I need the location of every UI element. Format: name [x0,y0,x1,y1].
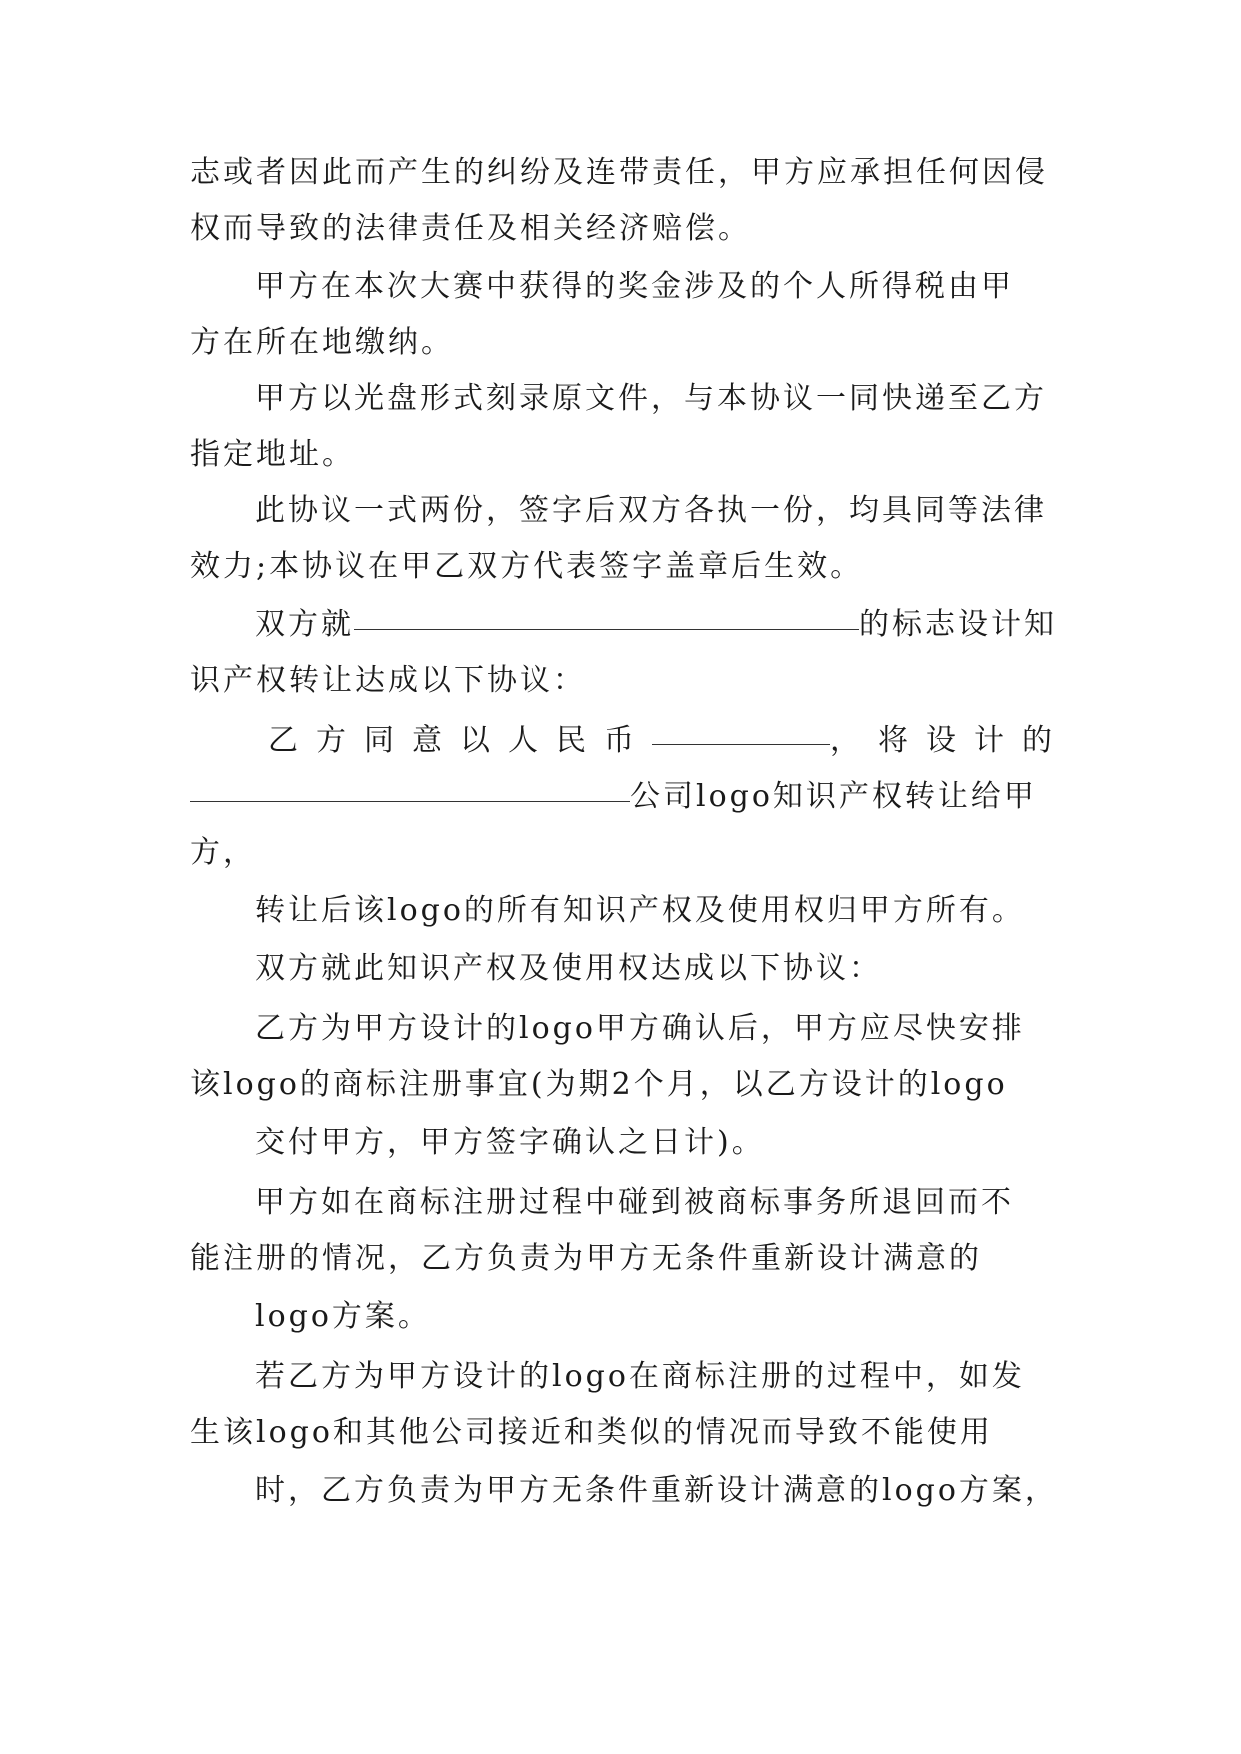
text-line: 能注册的情况，乙方负责为甲方无条件重新设计满意的 [190,1241,982,1276]
text-line: 乙方为甲方设计的logo甲方确认后，甲方应尽快安排 [255,1011,1025,1046]
text-line: 该logo的商标注册事宜(为期2个月，以乙方设计的logo [190,1067,1008,1102]
text-line: 方， [190,835,256,870]
text-line: 甲方如在商标注册过程中碰到被商标事务所退回而不 [255,1185,1014,1220]
text-line: 双方就此知识产权及使用权达成以下协议： [255,951,882,986]
text-line: 若乙方为甲方设计的logo在商标注册的过程中，如发 [255,1359,1025,1394]
text-line: 时，乙方负责为甲方无条件重新设计满意的logo方案， [255,1473,1058,1508]
blank-field-company-name[interactable] [190,769,630,802]
text-line: 权而导致的法律责任及相关经济赔偿。 [190,211,751,246]
text-line-with-blank [268,716,1070,766]
text-line: 志或者因此而产生的纠纷及连带责任，甲方应承担任何因侵 [190,155,1048,190]
blank-field-project-name[interactable] [354,597,859,630]
text-line: 甲方在本次大赛中获得的奖金涉及的个人所得税由甲 [255,269,1014,304]
text-line: logo方案。 [255,1299,431,1334]
text-line: 此协议一式两份，签字后双方各执一份，均具同等法律 [255,493,1047,528]
text-line: 生该logo和其他公司接近和类似的情况而导致不能使用 [190,1415,993,1450]
text-segment: 的标志设计知 [859,607,1057,642]
text-segment: ，将设计的 [830,723,1070,758]
text-line: 转让后该logo的所有知识产权及使用权归甲方所有。 [255,893,1025,928]
text-line: 方在所在地缴纳。 [190,325,454,360]
text-line: 交付甲方，甲方签字确认之日计)。 [255,1125,765,1160]
text-line-with-blank [255,600,1070,650]
text-segment: 双方就 [255,607,354,642]
text-line: 识产权转让达成以下协议： [190,663,586,698]
blank-field-amount[interactable] [652,712,830,745]
text-line: 效力;本协议在甲乙双方代表签字盖章后生效。 [190,549,864,584]
text-segment: 乙方同意以人民币 [268,723,652,758]
text-line: 指定地址。 [190,437,355,472]
text-line-with-blank [190,772,1070,822]
text-line: 甲方以光盘形式刻录原文件，与本协议一同快递至乙方 [255,381,1047,416]
text-segment: 公司logo知识产权转让给甲 [630,779,1037,814]
